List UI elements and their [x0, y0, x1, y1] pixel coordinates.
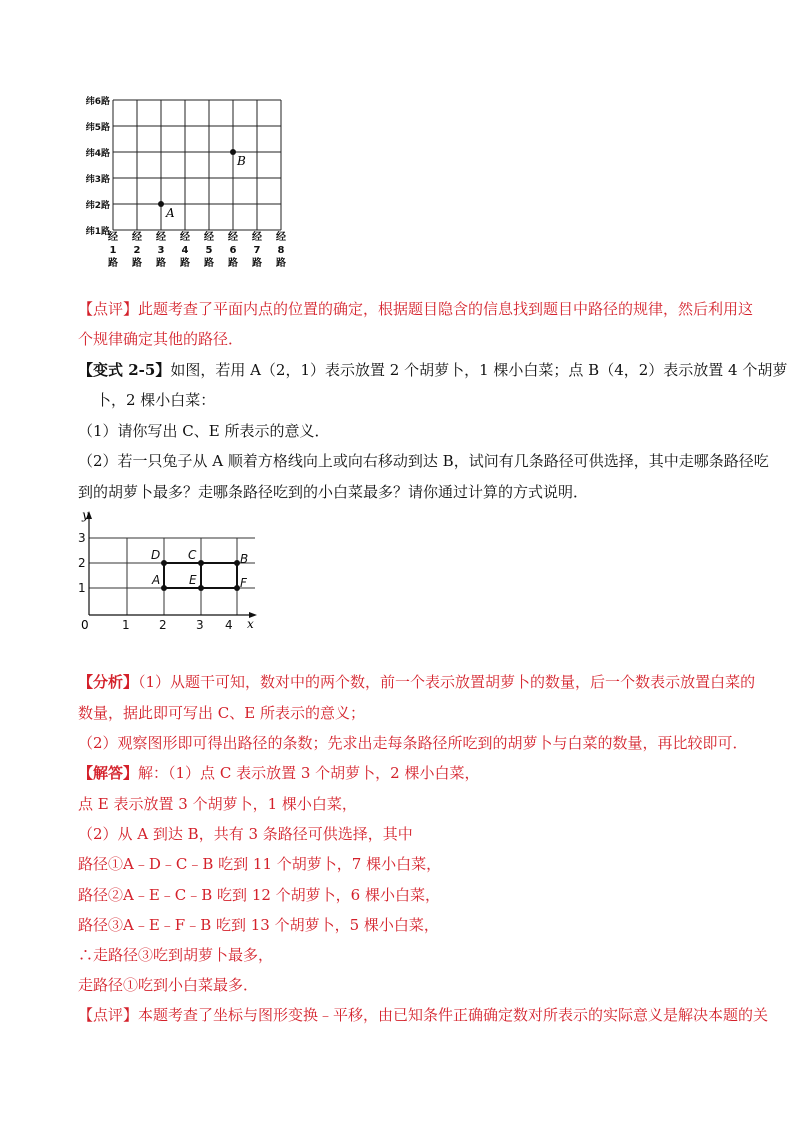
- variant-tag: 【变式 2-5】: [78, 361, 171, 379]
- point-c-label: C: [188, 548, 197, 562]
- variant-line-1: [78, 359, 787, 381]
- svg-text:路: 路: [276, 258, 286, 269]
- svg-text:1: 1: [109, 245, 117, 256]
- svg-text:经: 经: [108, 232, 118, 243]
- comment-2-line-1: [78, 1004, 768, 1026]
- street-grid-figure: [70, 90, 300, 279]
- svg-text:经: 经: [132, 232, 142, 243]
- x-tick-2: 2: [159, 618, 167, 632]
- svg-text:5: 5: [205, 245, 213, 256]
- svg-text:2: 2: [133, 245, 141, 256]
- svg-text:经: 经: [156, 232, 166, 243]
- svg-text:路: 路: [204, 258, 214, 269]
- coordinate-svg: [75, 505, 265, 635]
- svg-text:6: 6: [229, 245, 237, 256]
- analysis-line-2: 数量，据此即可写出 C、E 所表示的意义；: [78, 704, 365, 722]
- highlighted-paths: [164, 563, 237, 588]
- svg-text:4: 4: [181, 245, 189, 256]
- variant-text-1: 如图，若用 A（2，1）表示放置 2 个胡萝卜，1 棵小白菜；点 B（4，2）表示放置 4 个胡萝: [170, 361, 788, 379]
- col-label-7: [251, 230, 262, 269]
- coordinate-figure: [75, 505, 265, 639]
- answer-line-2: 点 E 表示放置 3 个胡萝卜，1 棵小白菜，: [78, 795, 357, 813]
- answer-line-1: [78, 762, 479, 784]
- point-b2-label: B: [240, 552, 249, 566]
- point-e-dot: [198, 585, 204, 591]
- street-grid-svg: [70, 90, 300, 275]
- svg-text:8: 8: [277, 245, 285, 256]
- variant-question-2-line-2: 到的胡萝卜最多？走哪条路径吃到的小白菜最多？请你通过计算的方式说明．: [78, 483, 589, 501]
- row-label-4: 纬4路: [85, 149, 110, 159]
- y-tick-3: 3: [78, 531, 86, 545]
- svg-text:3: 3: [157, 245, 165, 256]
- y-tick-2: 2: [78, 556, 86, 570]
- point-b-label: B: [237, 154, 246, 168]
- svg-text:路: 路: [156, 258, 166, 269]
- svg-text:路: 路: [132, 258, 142, 269]
- variant-question-1: （1）请你写出 C、E 所表示的意义．: [78, 422, 330, 440]
- answer-line-5: 路径②A﹣E﹣C﹣B 吃到 12 个胡萝卜，6 棵小白菜，: [78, 886, 440, 904]
- x-tick-4: 4: [225, 618, 233, 632]
- col-label-5: [203, 230, 214, 269]
- point-a-dot: [158, 201, 164, 207]
- x-axis-label: x: [247, 617, 254, 631]
- col-label-4: [179, 230, 190, 269]
- comment-2-tag: 【点评】: [78, 1006, 139, 1024]
- svg-text:7: 7: [253, 245, 261, 256]
- svg-text:经: 经: [204, 232, 214, 243]
- analysis-line-3: （2）观察图形即可得出路径的条数；先求出走每条路径所吃到的胡萝卜与白菜的数量，再比较即可．: [78, 734, 748, 752]
- x-tick-3: 3: [196, 618, 204, 632]
- point-a2-dot: [161, 585, 167, 591]
- row-label-6: 纬6路: [85, 97, 110, 107]
- svg-text:经: 经: [276, 232, 286, 243]
- point-e-label: E: [189, 573, 197, 587]
- point-a2-label: A: [152, 573, 161, 587]
- point-b-dot: [230, 149, 236, 155]
- answer-text-1: 解：（1）点 C 表示放置 3 个胡萝卜，2 棵小白菜，: [138, 764, 480, 782]
- point-d-label: D: [151, 548, 161, 562]
- col-label-1: [107, 230, 118, 269]
- svg-text:经: 经: [180, 232, 190, 243]
- svg-text:路: 路: [108, 258, 118, 269]
- analysis-tag: 【分析】: [78, 673, 139, 691]
- coordinate-grid-lines: [89, 538, 255, 615]
- analysis-line-1: [78, 671, 755, 693]
- y-tick-1: 1: [78, 581, 86, 595]
- x-tick-1: 1: [122, 618, 130, 632]
- svg-text:路: 路: [228, 258, 238, 269]
- street-grid-lines: [113, 100, 281, 230]
- answer-line-6: 路径③A﹣E﹣F﹣B 吃到 13 个胡萝卜，5 棵小白菜，: [78, 916, 439, 934]
- col-label-6: [227, 230, 238, 269]
- answer-line-3: （2）从 A 到达 B，共有 3 条路径可供选择，其中: [78, 825, 413, 843]
- col-label-8: [275, 230, 286, 269]
- answer-line-8: 走路径①吃到小白菜最多．: [78, 976, 259, 994]
- comment-1-text-1: 此题考查了平面内点的位置的确定，根据题目隐含的信息找到题目中路径的规律，然后利用这: [138, 300, 754, 318]
- row-label-2: 纬2路: [85, 201, 110, 211]
- row-label-5: 纬5路: [85, 123, 110, 133]
- svg-text:经: 经: [228, 232, 238, 243]
- svg-text:经: 经: [252, 232, 262, 243]
- origin-label: 0: [81, 618, 89, 632]
- answer-line-7: ∴走路径③吃到胡萝卜最多，: [78, 946, 274, 964]
- comment-1-line-2: 个规律确定其他的路径．: [78, 330, 244, 348]
- analysis-text-1: （1）从题干可知，数对中的两个数，前一个表示放置胡萝卜的数量，后一个数表示放置白菜的: [138, 673, 756, 691]
- answer-line-4: 路径①A﹣D﹣C﹣B 吃到 11 个胡萝卜，7 棵小白菜，: [78, 855, 442, 873]
- col-label-2: [131, 230, 142, 269]
- row-label-1: 纬1路: [85, 227, 110, 237]
- variant-question-2-line-1: （2）若一只兔子从 A 顺着方格线向上或向右移动到达 B，试问有几条路径可供选择，其中走哪条路径吃: [78, 452, 769, 470]
- answer-tag: 【解答】: [78, 764, 139, 782]
- point-c-dot: [198, 560, 204, 566]
- svg-text:路: 路: [180, 258, 190, 269]
- column-labels: [107, 230, 286, 269]
- point-d-dot: [161, 560, 167, 566]
- point-a-label: A: [166, 206, 175, 220]
- comment-2-text-1: 本题考查了坐标与图形变换﹣平移，由已知条件正确确定数对所表示的实际意义是解决本题的关: [138, 1006, 769, 1024]
- y-axis-label: y: [82, 508, 89, 522]
- comment-1-tag: 【点评】: [78, 300, 139, 318]
- comment-1-line-1: [78, 298, 753, 320]
- row-label-3: 纬3路: [85, 175, 110, 185]
- point-f-label: F: [240, 576, 247, 590]
- svg-text:路: 路: [252, 258, 262, 269]
- col-label-3: [155, 230, 166, 269]
- variant-line-2: 卜，2 棵小白菜：: [96, 391, 216, 409]
